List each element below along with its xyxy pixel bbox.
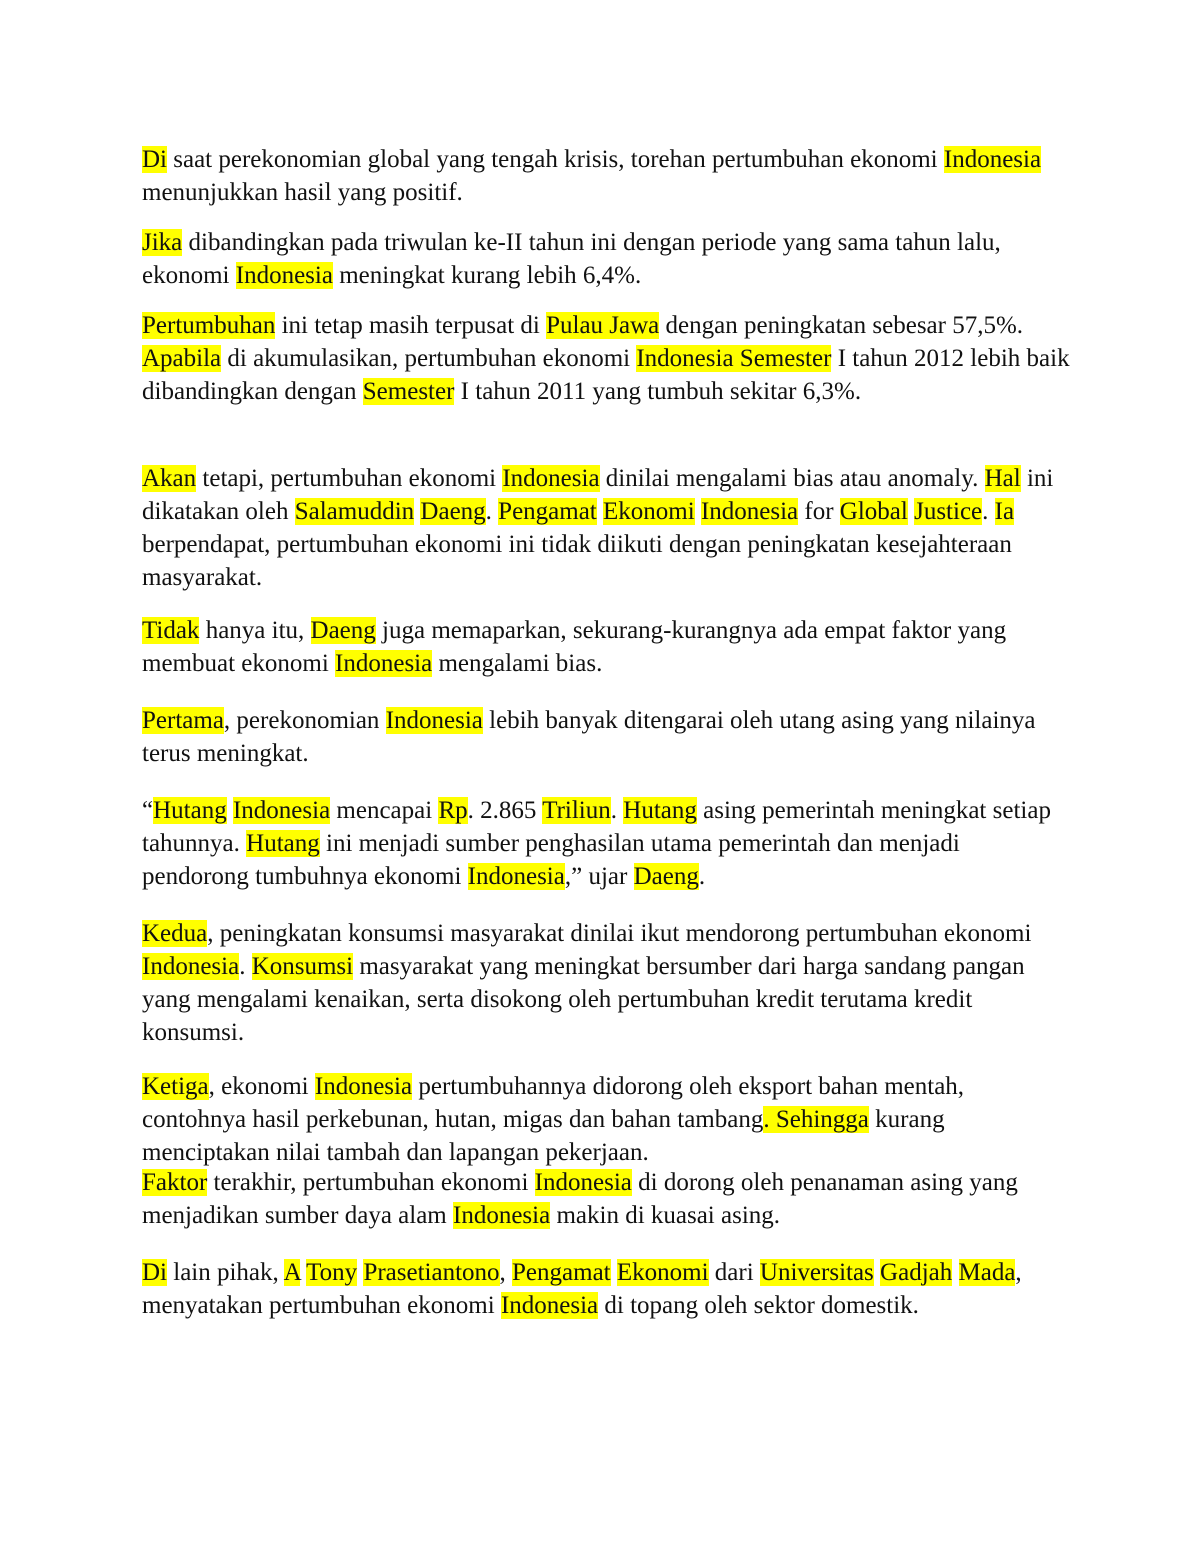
text-run: juga memaparkan, sekurang-kurangnya ada empat faktor yang membuat ekonomi (142, 617, 1007, 677)
highlighted-text: . Sehingga (763, 1106, 869, 1133)
highlighted-text: Semester (362, 378, 455, 405)
text-run (611, 1259, 617, 1286)
highlighted-text: Mada (958, 1259, 1016, 1286)
highlighted-text: Justice (914, 498, 983, 525)
text-run: ini dikatakan oleh (142, 465, 1054, 525)
highlighted-text: Indonesia (534, 1169, 632, 1196)
highlighted-text: Hal (984, 465, 1021, 492)
highlighted-text: Tony (306, 1259, 358, 1286)
highlighted-text: Universitas (759, 1259, 874, 1286)
highlighted-text: Indonesia (500, 1292, 599, 1319)
highlighted-text: Triliun (542, 797, 611, 824)
text-run: dari (708, 1259, 760, 1286)
highlighted-text: Daeng (420, 498, 486, 525)
text-run: “ (142, 797, 154, 824)
highlighted-text: Indonesia (314, 1073, 413, 1100)
highlighted-text: Indonesia (385, 707, 483, 734)
paragraph-1 (142, 143, 1072, 209)
paragraph-4 (142, 462, 1072, 594)
highlighted-text: Kedua (142, 920, 208, 947)
text-run: . (485, 498, 499, 525)
highlighted-text: Prasetiantono (363, 1259, 500, 1286)
text-run: mencapai (330, 797, 439, 824)
paragraph-6 (142, 704, 1072, 770)
highlighted-text: Indonesia (453, 1202, 551, 1229)
highlighted-text: Pengamat (498, 498, 597, 525)
highlighted-text: Pertumbuhan (142, 312, 276, 339)
highlighted-text: Pertama (142, 707, 224, 734)
highlighted-text: Ketiga (142, 1073, 209, 1100)
highlighted-text: Hutang (246, 830, 320, 857)
text-run: dinilai mengalami bias atau anomaly. (599, 465, 985, 492)
highlighted-text: Hutang (153, 797, 227, 824)
paragraph-7 (142, 794, 1072, 893)
text-run: mengalami bias. (432, 650, 603, 677)
highlighted-text: Indonesia (232, 797, 331, 824)
text-run (952, 1259, 958, 1286)
highlighted-text: Indonesia Semester (636, 345, 832, 372)
highlighted-text: Daeng (633, 863, 699, 890)
text-run: berpendapat, pertumbuhan ekonomi ini tidak diikuti dengan peningkatan kesejahteraan masyarakat. (142, 531, 1012, 591)
paragraph-8 (142, 917, 1072, 1049)
text-run: di topang oleh sektor domestik. (598, 1292, 919, 1319)
text-run: di akumulasikan, pertumbuhan ekonomi (221, 345, 637, 372)
highlighted-text: Salamuddin (294, 498, 415, 525)
text-run: , perekonomian (223, 707, 386, 734)
text-run: di dorong oleh penanaman asing yang menjadikan sumber daya alam (142, 1169, 1018, 1229)
text-run: , peningkatan konsumsi masyarakat dinilai ikut mendorong pertumbuhan ekonomi (207, 920, 1032, 947)
highlighted-text: Indonesia (700, 498, 799, 525)
highlighted-text: Faktor (142, 1169, 208, 1196)
text-run: for (798, 498, 840, 525)
text-run: meningkat kurang lebih 6,4%. (332, 262, 642, 289)
text-run: . (698, 863, 706, 890)
paragraph-9 (142, 1070, 1072, 1169)
text-run: ini tetap masih terpusat di (275, 312, 547, 339)
highlighted-text: Pengamat (512, 1259, 611, 1286)
text-run: dengan peningkatan sebesar 57,5%. (659, 312, 1024, 339)
text-run: pertumbuhannya didorong oleh eksport bahan mentah, contohnya hasil perkebunan, hutan, migas dan bahan tambang (142, 1073, 965, 1133)
highlighted-text: Global (839, 498, 908, 525)
text-run: makin di kuasai asing. (550, 1202, 781, 1229)
text-run (695, 498, 701, 525)
text-run: ,” ujar (564, 863, 634, 890)
highlighted-text: Di (142, 1259, 167, 1286)
highlighted-text: Tidak (142, 617, 200, 644)
text-run: lain pihak, (167, 1259, 284, 1286)
highlighted-text: Daeng (310, 617, 376, 644)
highlighted-text: Ia (994, 498, 1015, 525)
paragraph-5 (142, 614, 1072, 680)
highlighted-text: Indonesia (142, 953, 240, 980)
text-run: masyarakat yang meningkat bersumber dari harga sandang pangan yang mengalami kenaikan, serta disokong oleh pertumbuhan kredit terutama kredit konsumsi. (142, 953, 1025, 1046)
text-run: I tahun 2011 yang tumbuh sekitar 6,3%. (454, 378, 862, 405)
highlighted-text: Akan (142, 465, 197, 492)
paragraph-2 (142, 226, 1072, 292)
paragraph-3 (142, 309, 1072, 408)
highlighted-text: Indonesia (335, 650, 433, 677)
highlighted-text: A (283, 1259, 301, 1286)
text-run: terakhir, pertumbuhan ekonomi (207, 1169, 535, 1196)
text-run: saat perekonomian global yang tengah krisis, torehan pertumbuhan ekonomi (167, 146, 944, 173)
highlighted-text: Pulau Jawa (546, 312, 660, 339)
highlighted-text: Rp (438, 797, 468, 824)
highlighted-text: Di (142, 146, 167, 173)
highlighted-text: Indonesia (467, 863, 565, 890)
highlighted-text: Apabila (142, 345, 222, 372)
highlighted-text: Indonesia (502, 465, 600, 492)
text-run: , (499, 1259, 513, 1286)
text-run: tetapi, pertumbuhan ekonomi (196, 465, 503, 492)
text-run: , ekonomi (208, 1073, 315, 1100)
text-run: . (610, 797, 624, 824)
text-run: asing pemerintah meningkat setiap tahunnya. (142, 797, 1051, 857)
text-run: menunjukkan hasil yang positif. (142, 179, 463, 206)
text-run: . (239, 953, 252, 980)
highlighted-text: Gadjah (880, 1259, 953, 1286)
text-run: , menyatakan pertumbuhan ekonomi (142, 1259, 1022, 1319)
text-run: . 2.865 (467, 797, 543, 824)
text-run: dibandingkan pada triwulan ke-II tahun ini dengan periode yang sama tahun lalu, ekonomi (142, 229, 1001, 289)
text-run: lebih banyak ditengarai oleh utang asing yang nilainya terus meningkat. (142, 707, 1036, 767)
paragraph-11 (142, 1256, 1072, 1322)
text-run: I tahun 2012 lebih baik dibandingkan dengan (142, 345, 1070, 405)
paragraph-10 (142, 1166, 1072, 1232)
highlighted-text: Konsumsi (251, 953, 354, 980)
highlighted-text: Indonesia (235, 262, 333, 289)
highlighted-text: Ekonomi (616, 1259, 709, 1286)
highlighted-text: Indonesia (943, 146, 1042, 173)
text-run: . (982, 498, 995, 525)
highlighted-text: Hutang (623, 797, 697, 824)
text-run: ini menjadi sumber penghasilan utama pemerintah dan menjadi pendorong tumbuhnya ekonomi (142, 830, 960, 890)
text-run: kurang menciptakan nilai tambah dan lapangan pekerjaan. (142, 1106, 945, 1166)
highlighted-text: Jika (142, 229, 183, 256)
highlighted-text: Ekonomi (603, 498, 695, 525)
text-run: hanya itu, (199, 617, 311, 644)
